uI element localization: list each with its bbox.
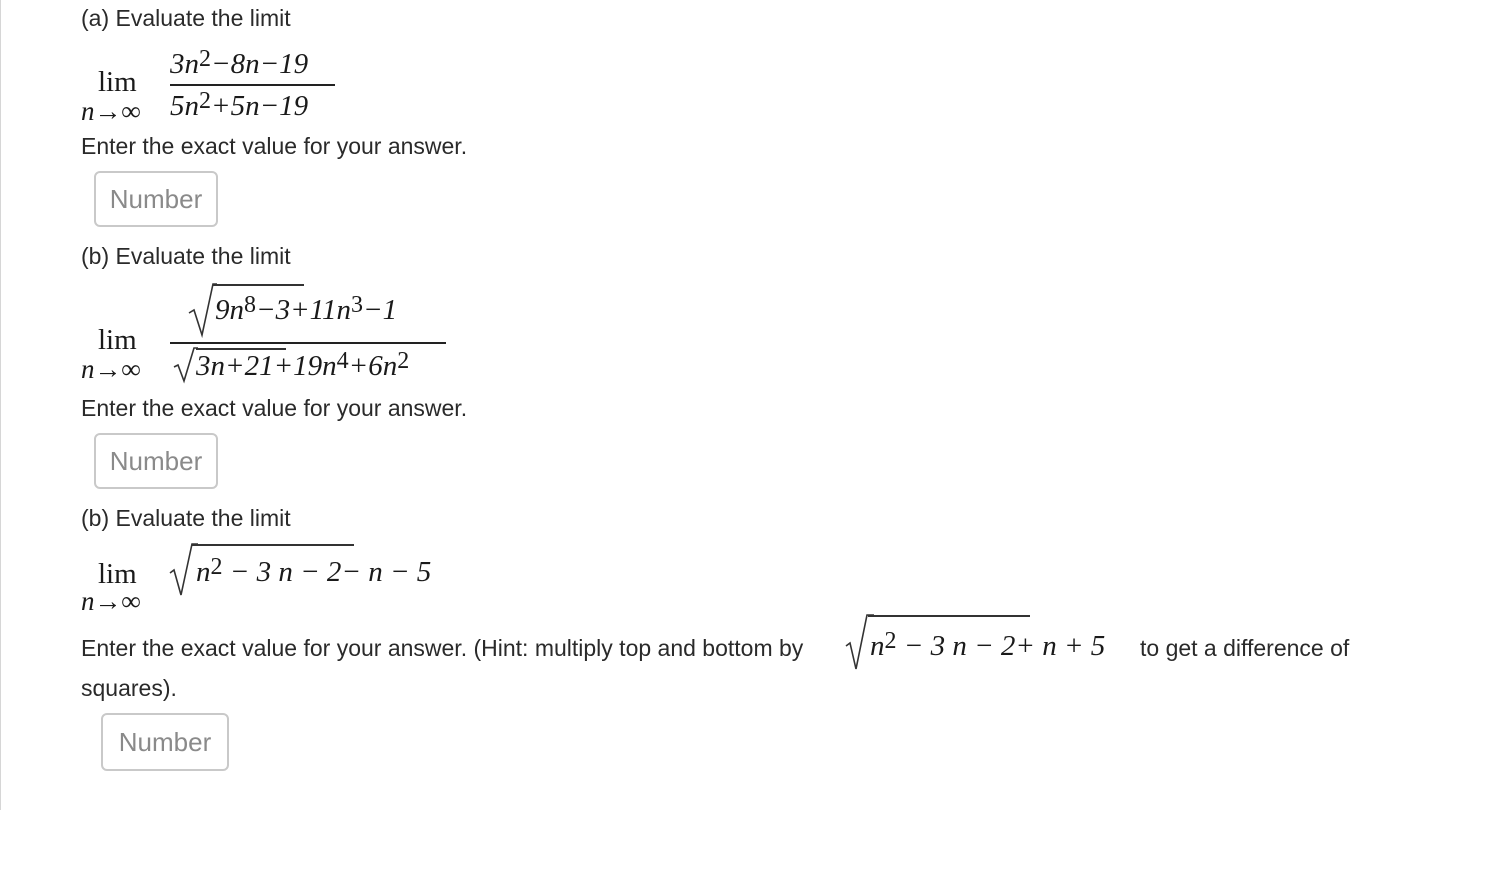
fraction-bar [170,84,335,86]
lim-subscript: n→∞ [81,354,141,384]
part-b-answer-input[interactable] [94,433,218,489]
part-b-instruction: Enter the exact value for your answer. [81,395,468,421]
sqrt-icon [168,543,198,599]
numerator: $3n^2-8n-19$ [170,46,309,80]
expression: $n^2 - 3$ n − 2− n − 5 [196,554,432,588]
part-c-label: (b) Evaluate the limit [81,505,291,531]
part-c-instruction: Enter the exact value for your answer. (Hint: multiply top and bottom by [81,635,804,661]
part-c-instruction-wrap: squares). [81,675,177,701]
sqrt-overline [213,284,304,286]
part-a-instruction: Enter the exact value for your answer. [81,133,468,159]
part-a-label: (a) Evaluate the limit [81,5,291,31]
lim-operator: lim [98,324,137,356]
part-c-answer-input[interactable] [101,713,229,771]
part-c-instruction-tail: to get a difference of [1140,635,1350,661]
lim-operator: lim [98,66,137,98]
numerator: $9n^8-3+11n^3-1$ [215,292,398,326]
fraction-bar [170,342,446,344]
denominator: $3n+21+19n^4+6n^2$ [196,348,410,382]
lim-operator: lim [98,558,137,590]
hint-expression: $n^2 - 3$ n − 2+ n + 5 [870,628,1106,662]
left-border [0,0,1,810]
lim-subscript: n→∞ [81,96,141,126]
sqrt-icon [172,347,198,383]
sqrt-overline [192,544,354,546]
sqrt-overline [868,615,1030,617]
sqrt-icon [187,283,217,339]
lim-subscript: n→∞ [81,586,141,616]
part-b-label: (b) Evaluate the limit [81,243,291,269]
denominator: $5n^2+5n-19$ [170,88,309,122]
part-a-answer-input[interactable] [94,171,218,227]
